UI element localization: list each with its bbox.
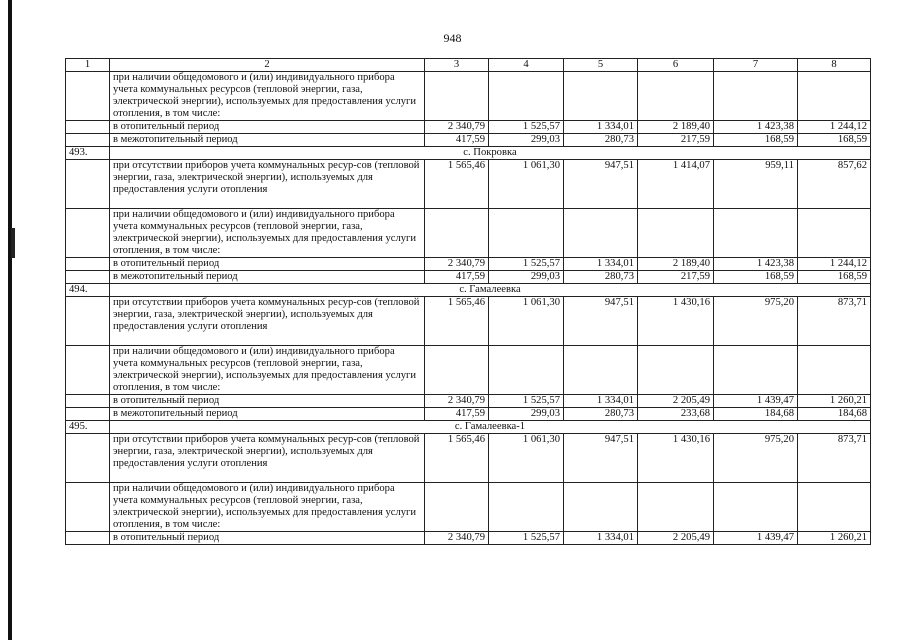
value-cell [425, 483, 489, 532]
value-cell: 947,51 [564, 297, 638, 346]
value-cell: 299,03 [489, 134, 564, 147]
value-cell: 873,71 [798, 434, 871, 483]
value-cell [638, 483, 714, 532]
value-cell: 959,11 [714, 160, 798, 209]
settlement-number: 494. [66, 284, 110, 297]
scan-mark [11, 228, 15, 258]
row-label: при отсутствии приборов учета коммунальных ресур-сов (тепловой энергии, газа, электрической энергии), используемых для предоставления услуги отопления [110, 434, 425, 483]
value-cell: 184,68 [714, 408, 798, 421]
table-row [66, 72, 871, 121]
value-cell: 1 260,21 [798, 395, 871, 408]
settlement-name: с. Гамалеевка [110, 284, 871, 297]
row-number-cell [66, 346, 110, 395]
table-row [66, 209, 871, 258]
value-cell: 1 061,30 [489, 160, 564, 209]
value-cell: 217,59 [638, 134, 714, 147]
value-cell: 1 525,57 [489, 121, 564, 134]
table-row [66, 297, 871, 346]
value-cell: 2 340,79 [425, 121, 489, 134]
tariff-table [65, 58, 871, 545]
value-cell: 2 189,40 [638, 121, 714, 134]
header-cell: 2 [110, 59, 425, 72]
value-cell [564, 209, 638, 258]
row-label: при наличии общедомового и (или) индивидуального прибора учета коммунальных ресурсов (тепловой энергии, газа, электрической энергии), используемых для предоставления услуги отопления, в том числе: [110, 346, 425, 395]
row-label: при наличии общедомового и (или) индивидуального прибора учета коммунальных ресурсов (тепловой энергии, газа, электрической энергии), используемых для предоставления услуги отопления, в том числе: [110, 209, 425, 258]
table-row [66, 258, 871, 271]
row-number-cell [66, 408, 110, 421]
value-cell: 1 244,12 [798, 121, 871, 134]
value-cell: 975,20 [714, 434, 798, 483]
value-cell [425, 346, 489, 395]
value-cell: 417,59 [425, 271, 489, 284]
row-label: при отсутствии приборов учета коммунальных ресур-сов (тепловой энергии, газа, электрической энергии), используемых для предоставления услуги отопления [110, 297, 425, 346]
header-cell: 3 [425, 59, 489, 72]
header-cell: 1 [66, 59, 110, 72]
settlement-row [66, 284, 871, 297]
value-cell [798, 72, 871, 121]
value-cell [638, 346, 714, 395]
row-number-cell [66, 134, 110, 147]
value-cell [798, 209, 871, 258]
value-cell [425, 209, 489, 258]
value-cell: 1 260,21 [798, 532, 871, 545]
value-cell [798, 483, 871, 532]
settlement-row [66, 147, 871, 160]
value-cell [564, 346, 638, 395]
table-row [66, 483, 871, 532]
value-cell: 2 189,40 [638, 258, 714, 271]
settlement-number: 495. [66, 421, 110, 434]
table-row [66, 532, 871, 545]
value-cell: 299,03 [489, 271, 564, 284]
value-cell: 975,20 [714, 297, 798, 346]
header-cell: 4 [489, 59, 564, 72]
value-cell: 947,51 [564, 434, 638, 483]
value-cell: 873,71 [798, 297, 871, 346]
value-cell: 2 205,49 [638, 532, 714, 545]
value-cell: 1 334,01 [564, 258, 638, 271]
value-cell [489, 346, 564, 395]
header-cell: 7 [714, 59, 798, 72]
row-label: при наличии общедомового и (или) индивидуального прибора учета коммунальных ресурсов (тепловой энергии, газа, электрической энергии), используемых для предоставления услуги отопления, в том числе: [110, 483, 425, 532]
value-cell: 1 525,57 [489, 258, 564, 271]
value-cell: 1 334,01 [564, 121, 638, 134]
value-cell: 1 244,12 [798, 258, 871, 271]
row-number-cell [66, 72, 110, 121]
value-cell: 1 525,57 [489, 532, 564, 545]
settlement-number: 493. [66, 147, 110, 160]
value-cell: 1 525,57 [489, 395, 564, 408]
row-label: в межотопительный период [110, 408, 425, 421]
page-number: 948 [443, 31, 462, 45]
value-cell [564, 72, 638, 121]
value-cell: 417,59 [425, 408, 489, 421]
row-number-cell [66, 532, 110, 545]
row-number-cell [66, 271, 110, 284]
header-cell: 5 [564, 59, 638, 72]
row-label: в межотопительный период [110, 134, 425, 147]
value-cell: 857,62 [798, 160, 871, 209]
header-row [66, 59, 871, 72]
value-cell: 168,59 [798, 271, 871, 284]
value-cell [714, 209, 798, 258]
value-cell: 1 423,38 [714, 121, 798, 134]
table-body [66, 59, 871, 545]
value-cell [714, 346, 798, 395]
row-label: при отсутствии приборов учета коммунальных ресур-сов (тепловой энергии, газа, электрической энергии), используемых для предоставления услуги отопления [110, 160, 425, 209]
table-row [66, 121, 871, 134]
table-row [66, 271, 871, 284]
value-cell: 417,59 [425, 134, 489, 147]
row-number-cell [66, 258, 110, 271]
value-cell: 1 565,46 [425, 434, 489, 483]
value-cell: 168,59 [714, 134, 798, 147]
table-row [66, 434, 871, 483]
value-cell: 184,68 [798, 408, 871, 421]
value-cell: 1 061,30 [489, 434, 564, 483]
table-row [66, 134, 871, 147]
value-cell: 280,73 [564, 271, 638, 284]
table-row [66, 408, 871, 421]
table-row [66, 160, 871, 209]
value-cell [798, 346, 871, 395]
value-cell: 1 423,38 [714, 258, 798, 271]
header-cell: 6 [638, 59, 714, 72]
value-cell [489, 483, 564, 532]
table-row [66, 346, 871, 395]
value-cell: 2 340,79 [425, 532, 489, 545]
header-cell: 8 [798, 59, 871, 72]
row-label: в отопительный период [110, 258, 425, 271]
value-cell [489, 209, 564, 258]
value-cell: 280,73 [564, 408, 638, 421]
settlement-name: с. Гамалеевка-1 [110, 421, 871, 434]
value-cell [638, 209, 714, 258]
value-cell: 1 430,16 [638, 297, 714, 346]
value-cell [714, 483, 798, 532]
value-cell: 1 414,07 [638, 160, 714, 209]
value-cell: 1 565,46 [425, 160, 489, 209]
row-label: в отопительный период [110, 532, 425, 545]
value-cell [489, 72, 564, 121]
value-cell: 1 061,30 [489, 297, 564, 346]
row-number-cell [66, 121, 110, 134]
value-cell: 1 430,16 [638, 434, 714, 483]
settlement-name: с. Покровка [110, 147, 871, 160]
row-label: при наличии общедомового и (или) индивидуального прибора учета коммунальных ресурсов (тепловой энергии, газа, электрической энергии), используемых для предоставления услуги отопления, в том числе: [110, 72, 425, 121]
row-label: в отопительный период [110, 395, 425, 408]
value-cell [714, 72, 798, 121]
table-row [66, 395, 871, 408]
value-cell: 947,51 [564, 160, 638, 209]
row-label: в отопительный период [110, 121, 425, 134]
value-cell: 168,59 [798, 134, 871, 147]
value-cell [425, 72, 489, 121]
row-number-cell [66, 483, 110, 532]
value-cell [564, 483, 638, 532]
value-cell: 233,68 [638, 408, 714, 421]
value-cell [638, 72, 714, 121]
value-cell: 1 334,01 [564, 532, 638, 545]
row-number-cell [66, 395, 110, 408]
row-number-cell [66, 209, 110, 258]
value-cell: 1 439,47 [714, 395, 798, 408]
row-number-cell [66, 160, 110, 209]
value-cell: 2 340,79 [425, 258, 489, 271]
settlement-row [66, 421, 871, 434]
row-number-cell [66, 434, 110, 483]
row-label: в межотопительный период [110, 271, 425, 284]
scan-edge [8, 0, 12, 640]
value-cell: 2 340,79 [425, 395, 489, 408]
value-cell: 1 334,01 [564, 395, 638, 408]
row-number-cell [66, 297, 110, 346]
value-cell: 299,03 [489, 408, 564, 421]
value-cell: 280,73 [564, 134, 638, 147]
value-cell: 1 565,46 [425, 297, 489, 346]
value-cell: 2 205,49 [638, 395, 714, 408]
value-cell: 217,59 [638, 271, 714, 284]
value-cell: 168,59 [714, 271, 798, 284]
value-cell: 1 439,47 [714, 532, 798, 545]
